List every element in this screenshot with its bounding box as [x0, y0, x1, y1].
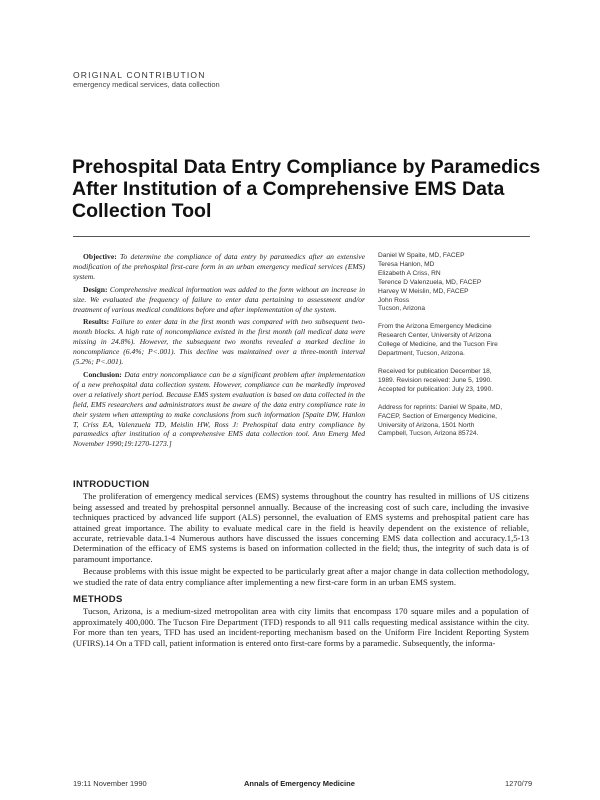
- address-line: Address for reprints: Daniel W Spaite, MD,: [378, 403, 503, 411]
- author-location: Tucson, Arizona: [378, 305, 426, 313]
- methods-paragraph: Tucson, Arizona, is a medium-sized metropolitan area with city limits that encompass 170 square miles and a population of approximately 400,000. The Tucson Fire Department (TFD) responds to all 911 calls requesting medical assistance within the city. For more than ten years, TFD has used an incident-reporting mechanism based on the Uniform Fire Incident Reporting System (UFIRS).14 On a TFD call, patient information is entered onto first-care forms by a paramedic. Subsequently, the informa-: [73, 606, 529, 648]
- footer-journal: Annals of Emergency Medicine: [244, 779, 355, 788]
- abstract-design: [73, 285, 365, 315]
- design-label: Design:: [83, 284, 108, 294]
- methods-heading: METHODS: [73, 594, 123, 606]
- affiliation-line: Research Center, University of Arizona: [378, 332, 492, 340]
- address-line: FACEP, Section of Emergency Medicine,: [378, 412, 497, 420]
- design-text: Comprehensive medical information was added to the form without an increase in size. We evaluated the frequency of failure to enter data pertaining to assessment and/or treatment of various medical conditions before and after implementation of the system.: [73, 284, 365, 314]
- author-list: [378, 252, 538, 314]
- author-sidebar: [378, 252, 538, 448]
- results-text: Failure to enter data in the first month was compared with two subsequent two-month blocks. A high rate of noncompliance existed in the first month (all medical data were missing in 24.8%). However, the subsequent two months revealed a marked decline in noncompliance (6.4%; P<.001). This decline was maintained over a three-month interval (5.2%; P<.001).: [73, 317, 365, 367]
- affiliation-line: From the Arizona Emergency Medicine: [378, 323, 492, 331]
- conclusion-label: Conclusion:: [83, 369, 122, 379]
- affiliation-line: Department, Tucson, Arizona.: [378, 350, 465, 358]
- footer-issue: 19:11 November 1990: [73, 779, 147, 788]
- abstract: [73, 252, 365, 452]
- affiliation: [378, 323, 538, 359]
- author-line: Elizabeth A Criss, RN: [378, 269, 441, 277]
- dates-line: Accepted for publication: July 23, 1990.: [378, 385, 494, 393]
- author-line: John Ross: [378, 296, 410, 304]
- introduction-heading: INTRODUCTION: [73, 479, 150, 490]
- objective-text: To determine the compliance of data entry by paramedics after an extensive modification of the prehospital first-care form in an urban emergency medical services (EMS) system.: [73, 252, 365, 281]
- abstract-objective: [73, 252, 365, 282]
- footer-page-number: 1270/79: [505, 779, 533, 788]
- abstract-conclusion: [73, 370, 365, 449]
- article-title: Prehospital Data Entry Compliance by Paramedics After Institution of a Comprehensive EMS Data Collection Tool: [72, 156, 541, 222]
- dates-line: 1989. Revision received: June 5, 1990.: [378, 376, 492, 384]
- publication-dates: [378, 368, 538, 395]
- introduction-paragraph: Because problems with this issue might be expected to be particularly great after a major change in data collection methodology, we studied the rate of data entry compliance after implementing a new first-care form in an urban EMS system.: [73, 566, 529, 587]
- article-type-label: ORIGINAL CONTRIBUTION: [73, 70, 206, 80]
- dates-line: Received for publication December 18,: [378, 367, 492, 375]
- article-subject-keywords: emergency medical services, data collection: [73, 80, 220, 89]
- results-label: Results:: [83, 317, 110, 327]
- author-line: Teresa Hanlon, MD: [378, 260, 435, 268]
- article-body: [73, 480, 529, 650]
- author-line: Daniel W Spaite, MD, FACEP: [378, 252, 465, 259]
- title-divider: [73, 236, 530, 237]
- address-line: University of Arizona, 1501 North: [378, 421, 475, 429]
- abstract-results: [73, 317, 365, 367]
- affiliation-line: College of Medicine, and the Tucson Fire: [378, 341, 498, 349]
- objective-label: Objective:: [83, 252, 117, 261]
- author-line: Terence D Valenzuela, MD, FACEP: [378, 278, 482, 286]
- author-line: Harvey W Meislin, MD, FACEP: [378, 287, 469, 295]
- conclusion-text: Data entry noncompliance can be a significant problem after implementation of a new prehospital data collection system. However, compliance can be markedly improved over a relatively short period. Because EMS system evaluation is based on data collected in the field, EMS researchers and administrators must be aware of the data entry compliance rate in their system when attempting to make conclusions from such information [Spaite DW, Hanlon T, Criss EA, Valenzuela TD, Meislin HW, Ross J: Prehospital data entry compliance by paramedics after institution of a comprehensive EMS data collection tool. Ann Emerg Med November 1990;19:1270-1273.]: [73, 369, 365, 449]
- introduction-paragraph: The proliferation of emergency medical services (EMS) systems throughout the country has resulted in millions of US citizens being assessed and treated by prehospital personnel annually. Because of the increasing cost of such care, including the invasive techniques practiced by advanced life support (ALS) personnel, the evaluation of EMS systems and prehospital patient care has attained great importance. The ability to evaluate medical care in the field is heavily dependent on the existence of reliable, accurate, retrievable data.1-4 Numerous authors have discussed the issues concerning EMS data collection and accuracy.1,5-13 Determination of the efficacy of EMS systems is based on information collected in the field; thus, the integrity of such data is of paramount importance.: [73, 491, 529, 564]
- reprint-address: [378, 404, 538, 440]
- address-line: Campbell, Tucson, Arizona 85724.: [378, 430, 479, 438]
